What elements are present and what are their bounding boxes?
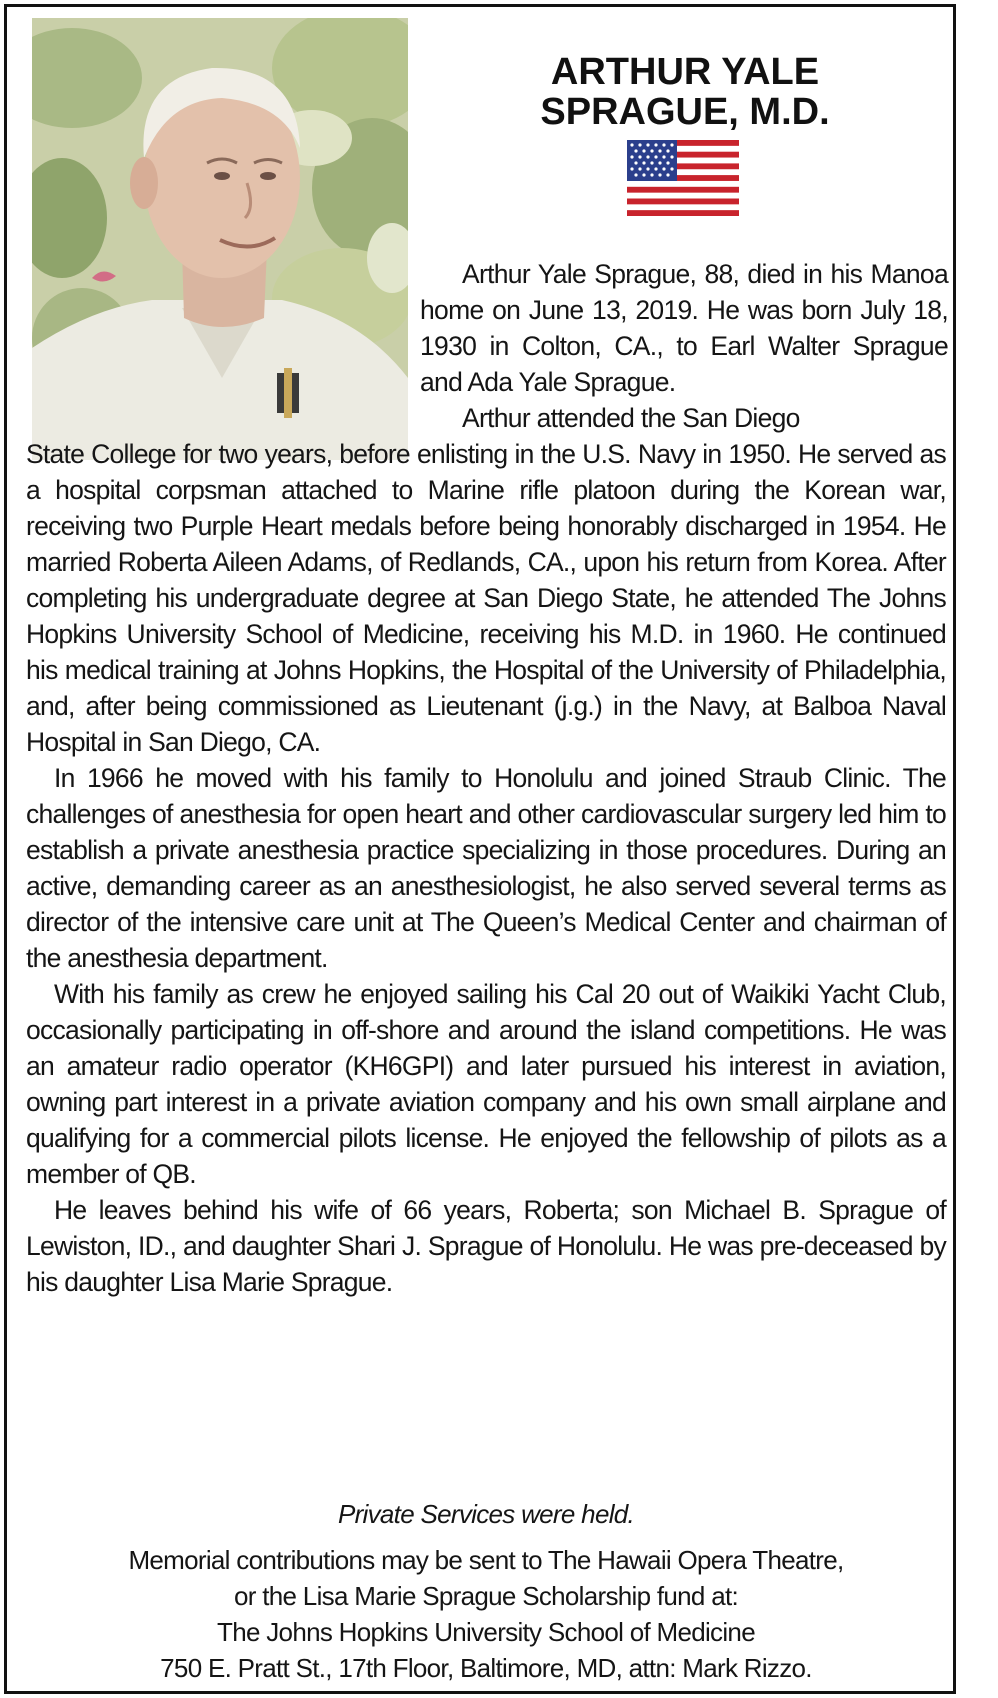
- portrait-photo: [32, 18, 408, 460]
- memorial-line-1: Memorial contributions may be sent to The Hawaii Opera Theatre,: [128, 1545, 844, 1575]
- paragraph-hobbies: With his family as crew he enjoyed sailing his Cal 20 out of Waikiki Yacht Club, occasionally participating in off-shore and around the island competitions. He was an amateur radio operator (KH6GPI) and later pursued his interest in aviation, owning part interest in a private aviation company and his own small airplane and qualifying for a commercial pilots license. He enjoyed the fellowship of pilots as a member of QB.: [26, 979, 946, 1189]
- obituary-title: [450, 52, 920, 132]
- paragraph-education: State College for two years, before enlisting in the U.S. Navy in 1950. He served as a hospital corpsman attached to Marine rifle platoon during the Korean war, receiving two Purple Heart medals before being honorably discharged in 1954. He married Roberta Aileen Adams, of Redlands, CA., upon his return from Korea. After completing his undergraduate degree at San Diego State, he attended The Johns Hopkins University School of Medicine, receiving his M.D. in 1960. He continued his medical training at Johns Hopkins, the Hospital of the University of Philadelphia, and, after being commissioned as Lieutenant (j.g.) in the Navy, at Balboa Naval Hospital in San Diego, CA.: [26, 439, 946, 757]
- main-body: [26, 436, 946, 1300]
- name-line-1: ARTHUR YALE: [550, 51, 820, 93]
- closing-section: [26, 1496, 946, 1686]
- paragraph-education-start: Arthur attended the San Diego: [462, 403, 800, 433]
- paragraph-intro: Arthur Yale Sprague, 88, died in his Manoa home on June 13, 2019. He was born July 18, 1930 in Colton, CA., to Earl Walter Sprague and Ada Yale Sprague.: [420, 259, 948, 397]
- services-note: Private Services were held.: [337, 1499, 635, 1529]
- memorial-line-2: or the Lisa Marie Sprague Scholarship fund at:: [234, 1581, 738, 1611]
- memorial-line-3: The Johns Hopkins University School of Medicine: [217, 1617, 755, 1647]
- paragraph-family: He leaves behind his wife of 66 years, Roberta; son Michael B. Sprague of Lewiston, ID., and daughter Shari J. Sprague of Honolulu. He was pre-deceased by his daughter Lisa Marie Sprague.: [26, 1195, 946, 1297]
- name-line-2: SPRAGUE, M.D.: [540, 91, 830, 133]
- memorial-line-4: 750 E. Pratt St., 17th Floor, Baltimore, MD, attn: Mark Rizzo.: [160, 1653, 812, 1683]
- us-flag-icon: [627, 140, 739, 216]
- intro-column: [420, 256, 948, 436]
- paragraph-career: In 1966 he moved with his family to Honolulu and joined Straub Clinic. The challenges of anesthesia for open heart and other cardiovascular surgery led him to establish a private anesthesia practice specializing in those procedures. During an active, demanding career as an anesthesiologist, he also served several terms as director of the intensive care unit at The Queen’s Medical Center and chairman of the anesthesia department.: [26, 763, 946, 973]
